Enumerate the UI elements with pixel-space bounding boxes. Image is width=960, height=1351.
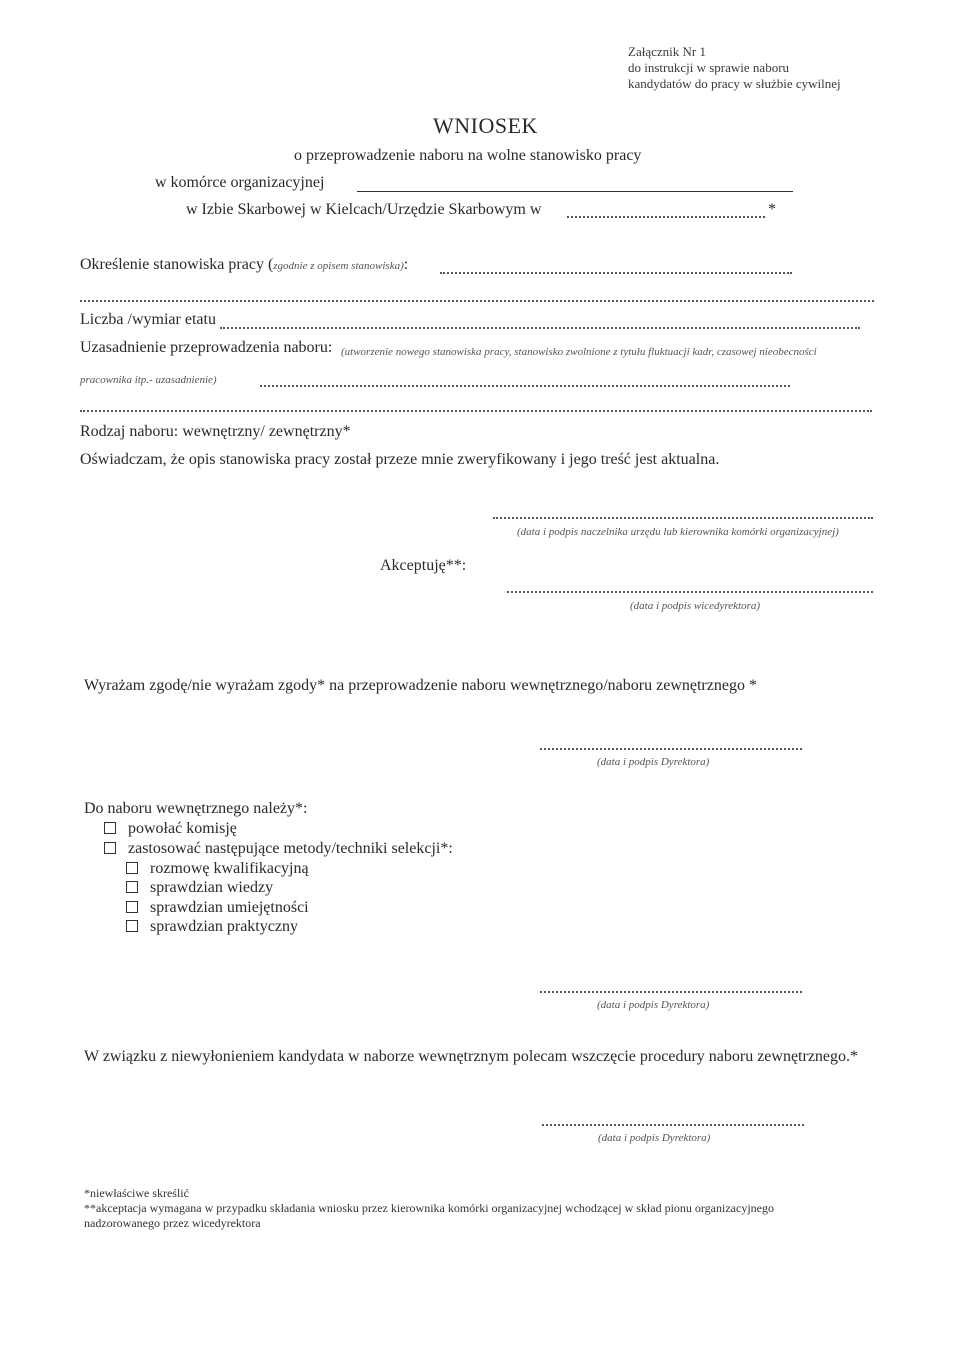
committee-checkbox[interactable] <box>104 822 116 834</box>
internal-heading: Do naboru wewnętrznego należy*: <box>84 800 308 817</box>
title-subline-1: o przeprowadzenie naboru na wolne stanowisko pracy <box>294 147 642 164</box>
footnote-2b: nadzorowanego przez wicedyrektora <box>84 1216 261 1230</box>
consent-text: Wyrażam zgodę/nie wyrażam zgody* na przeprowadzenie naboru wewnętrznego/naboru zewnętrznego * <box>84 677 757 694</box>
footnote-2a: **akceptacja wymagana w przypadku składania wniosku przez kierownika komórki organizacyjnej wchodzącej w skład pionu organizacyjnego <box>84 1201 774 1215</box>
annex-line-1: Załącznik Nr 1 <box>628 44 706 59</box>
option-methods[interactable] <box>104 840 453 858</box>
method-interview[interactable] <box>126 860 309 878</box>
method-practical-label: sprawdzian praktyczny <box>150 918 298 935</box>
deputy-signature-caption: (data i podpis wicedyrektora) <box>630 600 761 612</box>
director-signature-line-2[interactable] <box>540 991 802 993</box>
practical-checkbox[interactable] <box>126 920 138 932</box>
option-committee[interactable] <box>104 820 237 838</box>
option-methods-label: zastosować następujące metody/techniki selekcji*: <box>128 840 453 857</box>
justification-note-2: pracownika itp.- uzasadnienie) <box>80 374 217 386</box>
director-signature-line-3[interactable] <box>542 1124 804 1126</box>
deputy-signature-line[interactable] <box>507 591 873 593</box>
justification-note-1: (utworzenie nowego stanowiska pracy, stanowisko zwolnione z tytułu fluktuacji kadr, czasowej nieobecności <box>341 346 817 358</box>
office-asterisk: * <box>768 201 776 218</box>
director-signature-caption-2: (data i podpis Dyrektora) <box>597 999 710 1011</box>
justification-dots-2[interactable] <box>80 410 872 412</box>
external-text: W związku z niewyłonieniem kandydata w naborze wewnętrznym polecam wszczęcie procedury naboru zewnętrznego.* <box>84 1048 859 1065</box>
director-signature-line-1[interactable] <box>540 748 802 750</box>
accept-label: Akceptuję**: <box>380 557 467 574</box>
method-skills[interactable] <box>126 899 309 917</box>
justification-dots-1[interactable] <box>260 385 790 387</box>
recruitment-type: Rodzaj naboru: wewnętrzny/ zewnętrzny* <box>80 423 351 440</box>
headcount-dots[interactable] <box>220 327 860 329</box>
footnote-1: *niewłaściwe skreślić <box>84 1186 189 1200</box>
method-practical[interactable] <box>126 918 298 936</box>
annex-line-3: kandydatów do pracy w służbie cywilnej <box>628 76 841 91</box>
office-label: w Izbie Skarbowej w Kielcach/Urzędzie Skarbowym w <box>186 201 542 218</box>
method-knowledge[interactable] <box>126 879 273 897</box>
position-field <box>80 256 408 274</box>
head-signature-caption: (data i podpis naczelnika urzędu lub kierownika komórki organizacyjnej) <box>517 526 839 538</box>
method-skills-label: sprawdzian umiejętności <box>150 899 309 916</box>
position-colon: : <box>403 256 409 273</box>
method-interview-label: rozmowę kwalifikacyjną <box>150 860 309 877</box>
head-signature-line[interactable] <box>493 517 873 519</box>
unit-blank-line <box>357 191 793 192</box>
title-subline-2: w komórce organizacyjnej <box>155 174 325 191</box>
position-dots-2[interactable] <box>80 300 874 302</box>
office-dots <box>567 216 765 218</box>
skills-checkbox[interactable] <box>126 901 138 913</box>
methods-checkbox[interactable] <box>104 842 116 854</box>
annex-line-2: do instrukcji w sprawie naboru <box>628 60 790 75</box>
headcount-label: Liczba /wymiar etatu <box>80 311 216 328</box>
title-subline-3 <box>186 201 541 219</box>
knowledge-checkbox[interactable] <box>126 881 138 893</box>
interview-checkbox[interactable] <box>126 862 138 874</box>
position-label: Określenie stanowiska pracy ( <box>80 256 274 273</box>
position-note: zgodnie z opisem stanowiska) <box>273 260 404 272</box>
position-dots-1[interactable] <box>440 272 792 274</box>
declaration-text: Oświadczam, że opis stanowiska pracy został przeze mnie zweryfikowany i jego treść jest aktualna. <box>80 451 720 468</box>
method-knowledge-label: sprawdzian wiedzy <box>150 879 274 896</box>
director-signature-caption-3: (data i podpis Dyrektora) <box>598 1132 711 1144</box>
document-title: WNIOSEK <box>433 113 538 138</box>
option-committee-label: powołać komisję <box>128 820 237 837</box>
justification-label: Uzasadnienie przeprowadzenia naboru: <box>80 339 333 356</box>
director-signature-caption-1: (data i podpis Dyrektora) <box>597 756 710 768</box>
